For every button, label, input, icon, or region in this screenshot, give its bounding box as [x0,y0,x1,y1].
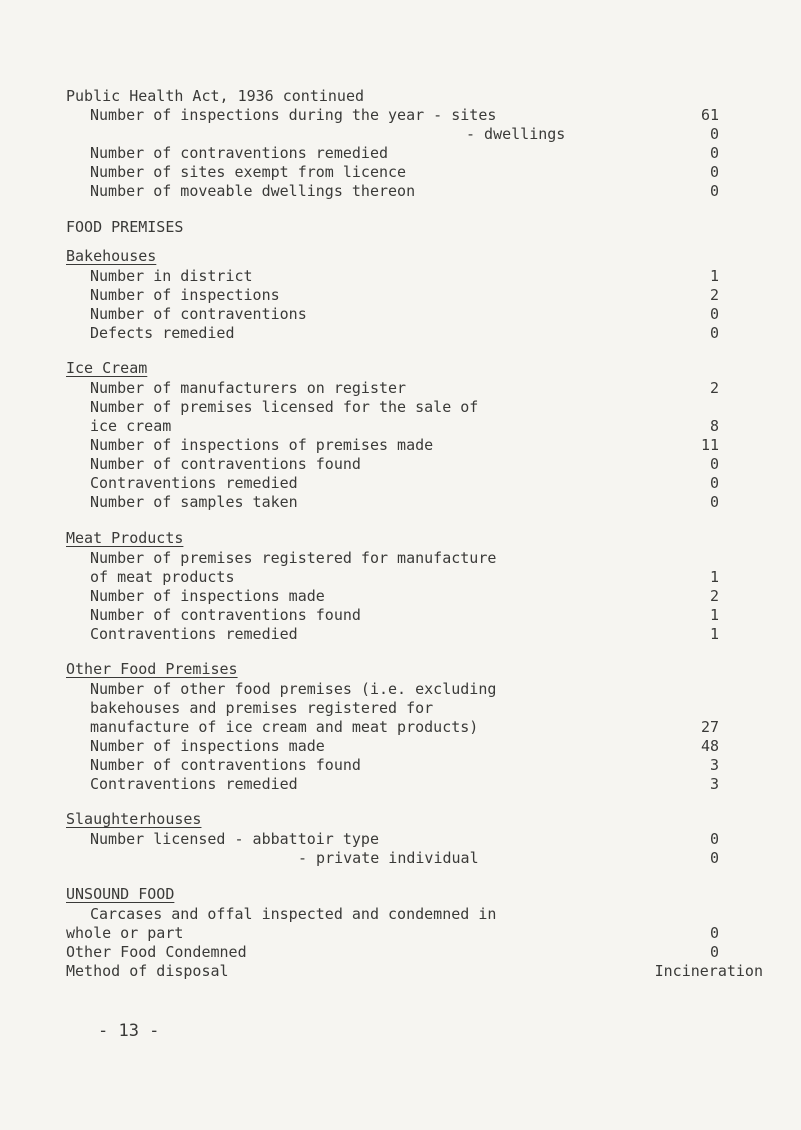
ice-cream-contraventions-label: Number of contraventions found [90,455,361,473]
inspections-sites-value: 61 [700,106,719,124]
page-number: - 13 - [98,1021,160,1041]
meat-contraventions-value: 1 [709,606,719,624]
ice-cream-inspections-label: Number of inspections of premises made [90,436,434,454]
meat-registered-value: 1 [709,568,719,586]
other-food-heading: Other Food Premises [66,660,238,678]
ice-cream-samples-label: Number of samples taken [90,493,298,511]
ice-cream-inspections-value: 11 [700,436,719,454]
other-food-number-label-cont: manufacture of ice cream and meat products) [90,718,479,736]
meat-remedied-value: 1 [709,625,719,643]
inspections-sites-label: Number of inspections during the year - sites [90,106,497,124]
unsound-other-value: 0 [709,943,719,961]
unsound-food-heading: UNSOUND FOOD [66,885,175,903]
unsound-carcases-value: 0 [709,924,719,942]
sites-exempt-label: Number of sites exempt from licence [90,163,407,181]
slaughterhouses-licensed-label: Number licensed - abbattoir type [90,830,379,848]
bakehouses-row-label: Number of inspections [90,286,280,304]
meat-remedied-label: Contraventions remedied [90,625,298,643]
meat-inspections-label: Number of inspections made [90,587,325,605]
inspections-dwellings-value: 0 [709,125,719,143]
other-food-contraventions-value: 3 [709,756,719,774]
other-food-number-value: 27 [700,718,719,736]
bakehouses-row-value: 1 [709,267,719,285]
ice-cream-premises-label-cont: ice cream [90,417,172,435]
slaughterhouses-private-value: 0 [709,849,719,867]
moveable-dwellings-value: 0 [709,182,719,200]
disposal-method-label: Method of disposal [66,962,229,980]
bakehouses-heading: Bakehouses [66,247,157,265]
ice-cream-premises-label: Number of premises licensed for the sale of [90,398,479,416]
other-food-number-label-cont: bakehouses and premises registered for [90,699,434,717]
contraventions-remedied-label: Number of contraventions remedied [90,144,389,162]
ice-cream-remedied-label: Contraventions remedied [90,474,298,492]
other-food-contraventions-label: Number of contraventions found [90,756,361,774]
other-food-remedied-value: 3 [709,775,719,793]
disposal-method-value: Incineration [654,962,763,980]
bakehouses-row-value: 0 [709,305,719,323]
slaughterhouses-heading: Slaughterhouses [66,810,202,828]
meat-registered-label: Number of premises registered for manufacture [90,549,497,567]
ice-cream-samples-value: 0 [709,493,719,511]
other-food-inspections-value: 48 [700,737,719,755]
moveable-dwellings-label: Number of moveable dwellings thereon [90,182,416,200]
bakehouses-row-label: Number of contraventions [90,305,307,323]
ice-cream-heading: Ice Cream [66,359,148,377]
slaughterhouses-private-label: - private individual [298,849,479,867]
other-food-number-label: Number of other food premises (i.e. excluding [90,680,497,698]
bakehouses-row-value: 2 [709,286,719,304]
ice-cream-premises-value: 8 [709,417,719,435]
ice-cream-remedied-value: 0 [709,474,719,492]
meat-inspections-value: 2 [709,587,719,605]
slaughterhouses-abbattoir-value: 0 [709,830,719,848]
unsound-carcases-label-cont: whole or part [66,924,184,942]
bakehouses-row-label: Defects remedied [90,324,235,342]
other-food-inspections-label: Number of inspections made [90,737,325,755]
unsound-carcases-label: Carcases and offal inspected and condemned in [90,905,497,923]
ice-cream-manufacturers-value: 2 [709,379,719,397]
page-title: Public Health Act, 1936 continued [66,87,365,105]
inspections-dwellings-label: - dwellings [466,125,566,143]
unsound-other-label: Other Food Condemned [66,943,247,961]
other-food-remedied-label: Contraventions remedied [90,775,298,793]
meat-registered-label-cont: of meat products [90,568,235,586]
contraventions-remedied-value: 0 [709,144,719,162]
bakehouses-row-value: 0 [709,324,719,342]
meat-contraventions-label: Number of contraventions found [90,606,361,624]
sites-exempt-value: 0 [709,163,719,181]
ice-cream-contraventions-value: 0 [709,455,719,473]
ice-cream-manufacturers-label: Number of manufacturers on register [90,379,407,397]
food-premises-heading: FOOD PREMISES [66,218,184,236]
meat-products-heading: Meat Products [66,529,184,547]
bakehouses-row-label: Number in district [90,267,253,285]
